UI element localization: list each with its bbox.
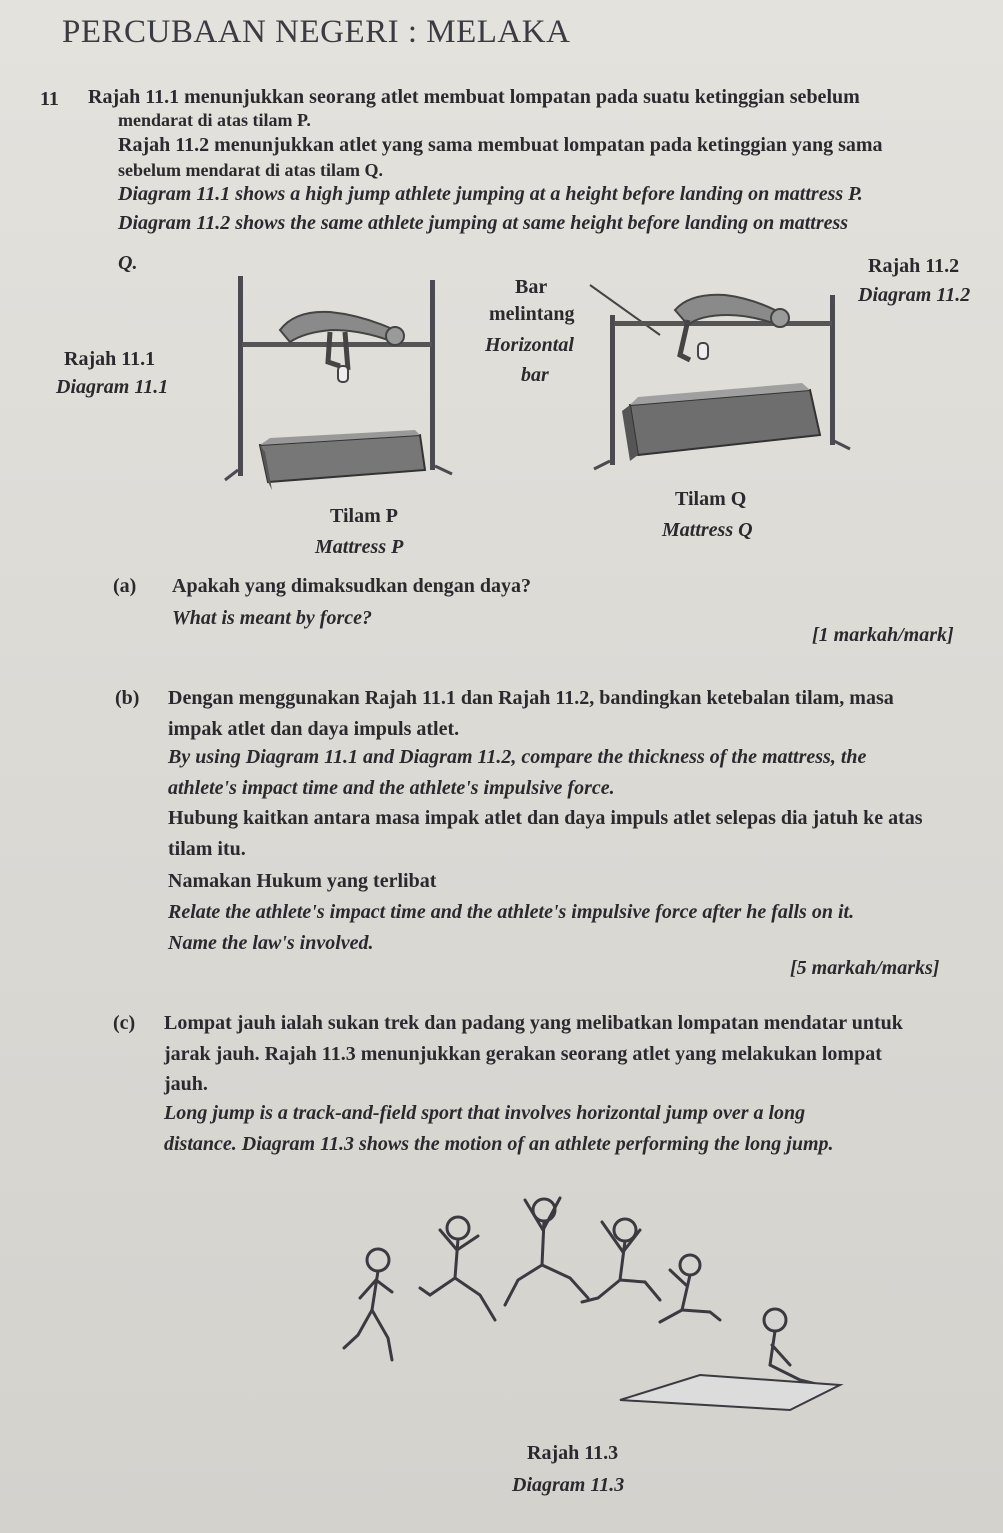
intro-ms-1b: mendarat di atas tilam P. (118, 110, 311, 130)
mattress-p-label-en: Mattress P (315, 536, 404, 558)
diagram-11-3-label-ms: Rajah 11.3 (527, 1442, 619, 1464)
intro-en-2a: Diagram 11.2 shows the same athlete jumping at same height before landing on mattress (118, 212, 849, 234)
part-b-ms-1: Dengan menggunakan Rajah 11.1 dan Rajah 11.2, bandingkan ketebalan tilam, masa (168, 687, 894, 709)
diagram-11-3-label-en: Diagram 11.3 (512, 1474, 625, 1496)
part-b-ms-5: Namakan Hukum yang terlibat (168, 870, 437, 892)
part-b-ms-2: impak atlet dan daya impuls atlet. (168, 718, 460, 740)
part-c-en-1: Long jump is a track-and-field sport that involves horizontal jump over a long (164, 1102, 806, 1124)
bar-label-ms-1: Bar (515, 276, 548, 298)
diagram-11-1-label-en: Diagram 11.1 (56, 376, 169, 398)
intro-ms-2a: Rajah 11.2 menunjukkan atlet yang sama membuat lompatan pada ketinggian yang sama (118, 134, 883, 156)
part-c-ms-1: Lompat jauh ialah sukan trek dan padang yang melibatkan lompatan mendatar untuk (164, 1012, 903, 1034)
part-c-ms-2: jarak jauh. Rajah 11.3 menunjukkan gerakan seorang atlet yang melakukan lompat (164, 1043, 882, 1065)
part-a-label: (a) (113, 575, 137, 597)
diagram-11-1-high-jump-mattress-p (220, 270, 460, 500)
diagram-11-1-label-ms: Rajah 11.1 (64, 348, 156, 370)
intro-ms-1a: Rajah 11.1 menunjukkan seorang atlet membuat lompatan pada suatu ketinggian sebelum (88, 86, 860, 108)
part-b-en-3: Relate the athlete's impact time and the athlete's impulsive force after he falls on it. (168, 901, 855, 923)
part-b-ms-4: tilam itu. (168, 838, 246, 860)
intro-en-2b: Q. (118, 252, 138, 274)
part-b-en-1: By using Diagram 11.1 and Diagram 11.2, compare the thickness of the mattress, the (168, 746, 867, 768)
part-b-marks: [5 markah/marks] (790, 957, 940, 979)
page-header: PERCUBAAN NEGERI : MELAKA (62, 14, 571, 50)
intro-ms-2b: sebelum mendarat di atas tilam Q. (118, 160, 383, 180)
part-a-marks: [1 markah/mark] (812, 624, 954, 646)
part-b-ms-3: Hubung kaitkan antara masa impak atlet dan daya impuls atlet selepas dia jatuh ke atas (168, 807, 923, 829)
part-c-ms-3: jauh. (164, 1073, 208, 1095)
mattress-q-label-en: Mattress Q (662, 519, 753, 541)
bar-label-en-1: Horizontal (485, 334, 574, 356)
mattress-q-label-ms: Tilam Q (675, 488, 747, 510)
part-c-en-2: distance. Diagram 11.3 shows the motion of an athlete performing the long jump. (164, 1133, 834, 1155)
bar-label-en-2: bar (521, 364, 549, 386)
part-b-en-4: Name the law's involved. (168, 932, 374, 954)
diagram-11-2-label-ms: Rajah 11.2 (868, 255, 960, 277)
part-c-label: (c) (113, 1012, 136, 1034)
part-a-question-en: What is meant by force? (172, 607, 372, 629)
diagram-11-2-high-jump-mattress-q (580, 265, 860, 485)
intro-en-1: Diagram 11.1 shows a high jump athlete jumping at a height before landing on mattress P. (118, 183, 863, 205)
mattress-p-label-ms: Tilam P (330, 505, 398, 527)
question-number: 11 (40, 88, 59, 110)
part-b-en-2: athlete's impact time and the athlete's impulsive force. (168, 777, 615, 799)
part-b-label: (b) (115, 687, 140, 709)
bar-label-ms-2: melintang (489, 303, 575, 325)
diagram-11-2-label-en: Diagram 11.2 (858, 284, 971, 306)
part-a-question-ms: Apakah yang dimaksudkan dengan daya? (172, 575, 532, 597)
diagram-11-3-long-jump-sequence (320, 1170, 860, 1430)
